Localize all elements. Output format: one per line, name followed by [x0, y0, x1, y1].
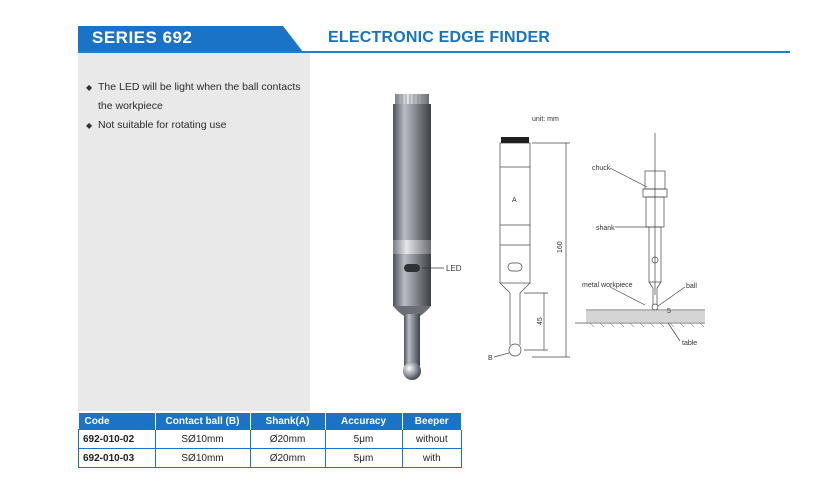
table-header-row [79, 413, 462, 430]
feature-item [84, 78, 304, 97]
table-label: table [682, 340, 698, 347]
feature-list [84, 78, 304, 135]
cell-accuracy: 5μm [325, 430, 402, 449]
cell-code: 692-010-02 [79, 430, 156, 449]
cell-shank: Ø20mm [250, 449, 325, 468]
technical-drawing [480, 105, 730, 375]
shank-label: shank [596, 225, 615, 232]
feature-text: The LED will be light when the ball contacts [98, 81, 301, 93]
ball-label: ball [686, 283, 697, 290]
edge-finder-photo [340, 80, 490, 390]
cell-beeper: without [402, 430, 462, 449]
chuck-label: chuck [592, 165, 611, 172]
cell-shank: Ø20mm [250, 430, 325, 449]
dim-a-label: A [512, 197, 517, 204]
table-row [79, 430, 462, 449]
feature-text: the workpiece [98, 100, 163, 112]
cell-contact-ball: SØ10mm [155, 430, 250, 449]
feature-item-continued [84, 97, 304, 116]
feature-item [84, 116, 304, 135]
feature-text: Not suitable for rotating use [98, 119, 227, 131]
page-header [0, 0, 815, 60]
led-callout-label: LED [446, 264, 462, 273]
product-title: ELECTRONIC EDGE FINDER [328, 29, 551, 46]
column-header-code: Code [79, 413, 156, 430]
column-header-contact-ball: Contact ball (B) [155, 413, 250, 430]
unit-label: unit: mm [532, 116, 559, 123]
diamond-bullet-icon: ◆ [86, 121, 93, 130]
cell-beeper: with [402, 449, 462, 468]
table-row [79, 449, 462, 468]
dim-45-label: 45 [537, 317, 544, 325]
column-header-accuracy: Accuracy [325, 413, 402, 430]
dim-b-label: B [488, 355, 493, 362]
column-header-shank: Shank(A) [250, 413, 325, 430]
cell-contact-ball: SØ10mm [155, 449, 250, 468]
cell-code: 692-010-03 [79, 449, 156, 468]
spec-table [78, 413, 462, 468]
column-header-beeper: Beeper [402, 413, 462, 430]
dim-160-label: 160 [557, 241, 564, 253]
series-title: SERIES 692 [92, 28, 193, 47]
cell-accuracy: 5μm [325, 449, 402, 468]
metal-workpiece-label: metal workpiece [582, 282, 633, 289]
dim-5-label: 5 [667, 308, 671, 315]
diamond-bullet-icon: ◆ [86, 83, 93, 92]
